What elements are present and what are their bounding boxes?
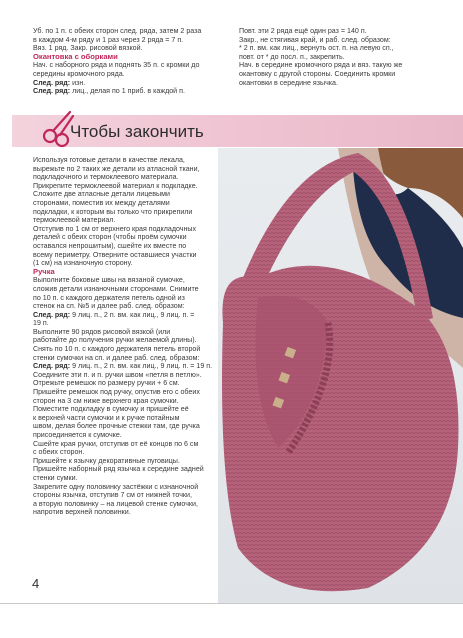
text-line: Выполните боковые швы на вязаной сумочке, xyxy=(33,276,185,285)
text-line: по 10 п. с каждого держателя петель одной из xyxy=(33,293,185,302)
top-left-column xyxy=(33,27,233,96)
text-line: Соедините эти п. и п. ручки швом «петля в петлю». xyxy=(33,370,202,379)
section-heading: Окантовка с оборками xyxy=(33,51,118,61)
text-line: стороны язычка, отступив 7 см от нижней точки, xyxy=(33,491,192,500)
text-line: Выполните 90 рядов рисовой вязкой (или xyxy=(33,327,171,336)
page-number: 4 xyxy=(32,576,40,591)
text-line: сложив детали изнаночными сторонами. Снимите xyxy=(33,284,199,293)
text-line: с обеих сторон. xyxy=(33,448,85,457)
text-line: Сшейте края ручки, отступив от её концов по 6 см xyxy=(33,439,199,448)
text-line: Снять по 10 п. с каждого держателя петель второй xyxy=(33,345,201,354)
text-line: (1 см) на изнаночную сторону. xyxy=(33,259,133,268)
text-line: Нач. с наборного ряда и поднять 35 п. с кромки до xyxy=(33,61,200,70)
text-line: всему периметру. Отверните оставшиеся участки xyxy=(33,250,197,259)
row-instruction xyxy=(33,311,221,320)
text-line: вырежьте по 2 таких же детали из атласной ткани, xyxy=(33,164,200,173)
text-line: окантовки в середине язычка. xyxy=(239,78,338,87)
row-text: изн. xyxy=(70,78,86,87)
text-line: Отступив по 1 см от верхнего края подкладочных xyxy=(33,224,197,233)
row-label: След. ряд: xyxy=(33,87,71,96)
bag-photo xyxy=(218,148,463,603)
text-line: сторонами, поместив их между деталями xyxy=(33,198,170,207)
top-right-column xyxy=(239,27,449,87)
row-text: 9 лиц. п., 2 п. вм. как лиц., 9 лиц. п. = xyxy=(70,310,195,319)
row-label: След. ряд: xyxy=(33,362,71,371)
main-text-column xyxy=(33,156,221,517)
text-line: Поместите подкладку в сумочку и пришейте её xyxy=(33,405,189,414)
text-line: Пришейте ремешок под ручку, опустив его с обеих xyxy=(33,388,200,397)
text-line: Нач. в середине кромочного ряда и вяз. такую же xyxy=(239,61,403,70)
text-line: окантовку с другой стороны. Соединить кромки xyxy=(239,69,396,78)
text-line: подкладочного и термоклеевого материала. xyxy=(33,173,179,182)
text-line: сторон на 3 см ниже верхнего края сумочки. xyxy=(33,396,179,405)
text-line: Уб. по 1 п. с обеих сторон след. ряда, затем 2 раза xyxy=(33,27,202,35)
text-line: деталей с обеих сторон (чтобы проём сумочки xyxy=(33,233,187,242)
text-line: оставался непрошитым), сшейте их вместе по xyxy=(33,241,187,250)
text-line: а вторую половинку – на лицевой стенке сумочки, xyxy=(33,499,198,508)
text-line: швом, делая более прочные стежки там, где ручка xyxy=(33,422,200,431)
row-label: След. ряд: xyxy=(33,310,71,319)
text-line: * 2 п. вм. как лиц., вернуть ост. п. на левую сп., xyxy=(239,44,394,53)
row-text: лиц., делая по 1 приб. в каждой п. xyxy=(70,87,185,96)
text-line: Пришейте к язычку декоративные пуговицы. xyxy=(33,456,180,465)
row-instruction xyxy=(33,362,221,371)
section-title: Чтобы закончить xyxy=(70,122,204,141)
text-line: Сложите две атласные детали лицевыми xyxy=(33,190,170,199)
row-instruction xyxy=(33,79,233,88)
text-line: подкладки, к которым вы только что прикрепили xyxy=(33,207,193,216)
text-line: стенок на сп. №5 и далее раб. след. образом: xyxy=(33,302,185,311)
text-line: повт. от * до посл. п., закрепить. xyxy=(239,52,345,61)
divider xyxy=(0,603,463,604)
text-line: Закр., не стягивая край, и раб. след. образом: xyxy=(239,35,391,44)
text-line: термоклеевой материал. xyxy=(33,216,116,225)
text-line: середины кромочного ряда. xyxy=(33,69,125,78)
text-line: Используя готовые детали в качестве лекала, xyxy=(33,156,185,164)
row-label: След. ряд: xyxy=(33,78,71,87)
text-line: Повт. эти 2 ряда ещё один раз = 140 п. xyxy=(239,27,367,35)
text-line: Пришейте наборный ряд язычка к середине задней xyxy=(33,465,204,474)
text-line: стенки сумки. xyxy=(33,473,78,482)
knitted-bag-image xyxy=(218,148,463,603)
text-line: в каждом 4-м ряду и 1 раз через 2 ряда = 7 п. xyxy=(33,35,184,44)
text-line: Вяз. 1 ряд. Закр. рисовой вязкой. xyxy=(33,44,143,53)
text-line: Отрежьте ремешок по размеру ручки + 6 см. xyxy=(33,379,180,388)
section-heading: Ручка xyxy=(33,266,55,276)
row-text: 9 лиц. п., 2 п. вм. как лиц., 9 лиц. п. = 19 п. xyxy=(70,362,213,371)
text-line: 19 п. xyxy=(33,319,49,328)
text-line: стенки сумочки на сп. и далее раб. след. образом: xyxy=(33,353,200,362)
row-instruction xyxy=(33,87,233,96)
text-line: напротив верхней половинки. xyxy=(33,508,131,517)
text-line: Прикрепите термоклеевой материал к подкладке. xyxy=(33,181,198,190)
text-line: присоединяется к сумочке. xyxy=(33,431,122,439)
text-line: Закрепите одну половинку застёжки с изнаночной xyxy=(33,482,199,491)
text-line: работайте до получения ручки желаемой длины). xyxy=(33,336,197,345)
text-line: к верхней части сумочки и к ручке потайным xyxy=(33,413,180,422)
